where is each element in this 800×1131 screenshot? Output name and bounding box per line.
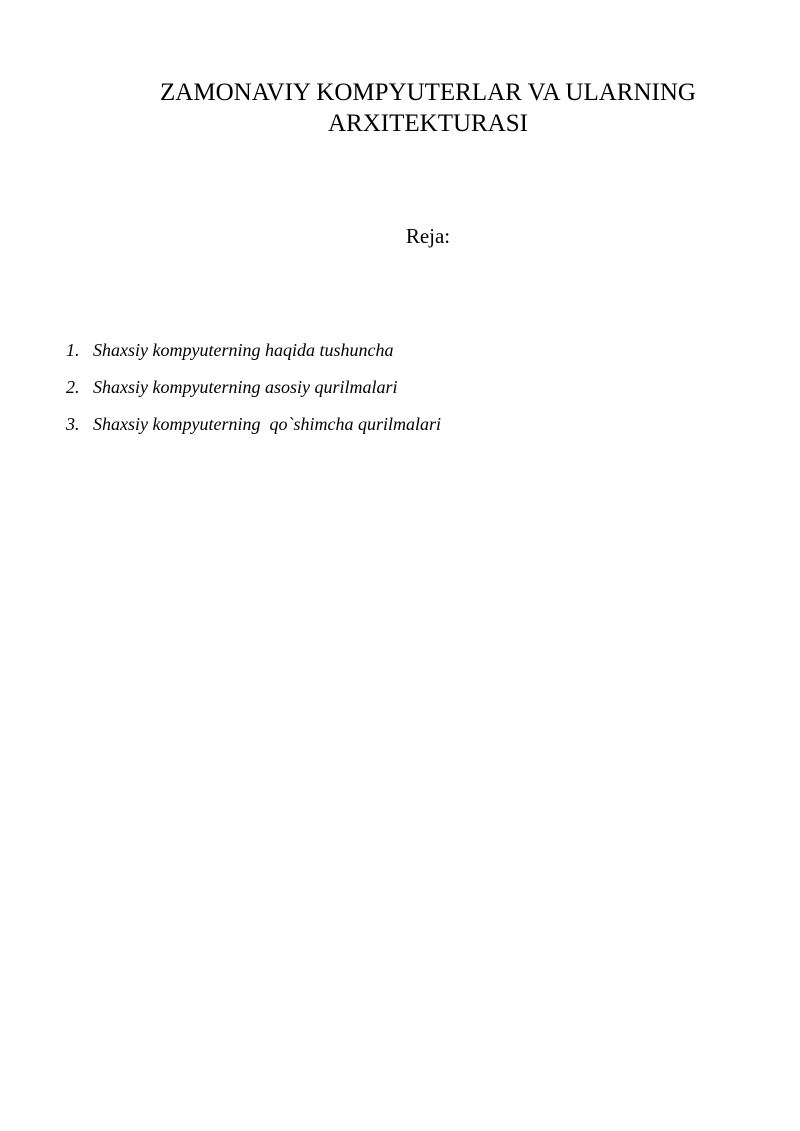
plan-item-text: Shaxsiy kompyuterning asosiy qurilmalari [93, 377, 398, 397]
plan-item-text: Shaxsiy kompyuterning qo`shimcha qurilmalari [93, 414, 441, 434]
title-line-2: ARXITEKTURASI [328, 110, 528, 137]
plan-list [66, 338, 441, 449]
document-title [120, 77, 736, 139]
plan-item-2 [66, 375, 441, 399]
plan-item-number: 1. [66, 340, 80, 360]
plan-item-1 [66, 338, 441, 362]
plan-item-number: 2. [66, 377, 80, 397]
title-line-1: ZAMONAVIY KOMPYUTERLAR VA ULARNING [160, 79, 696, 106]
plan-heading: Reja: [405, 224, 451, 248]
plan-item-3 [66, 412, 441, 436]
plan-item-text: Shaxsiy kompyuterning haqida tushuncha [93, 340, 394, 360]
plan-item-number: 3. [66, 414, 80, 434]
